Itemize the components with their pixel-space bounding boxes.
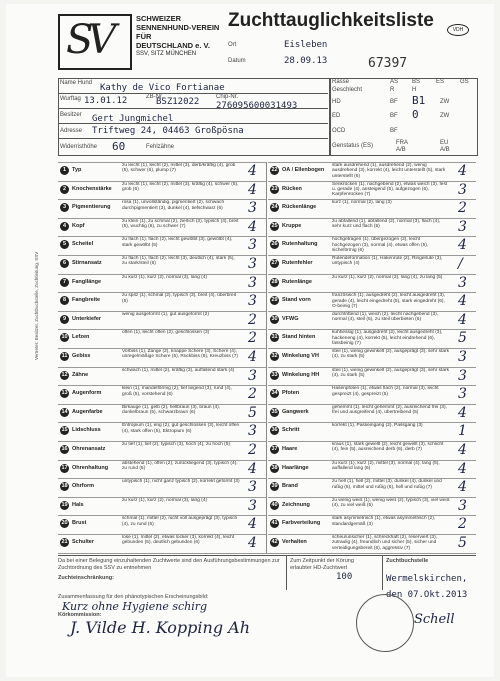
row-value: 3 (458, 497, 467, 514)
row-options: untypisch (1), nicht ganz typisch (2), korrekt geformt (3) (122, 479, 240, 485)
divider (58, 93, 328, 94)
row-label: Rutenlänge (282, 278, 312, 285)
besitzer-value: Gert Jungmichel (92, 114, 174, 124)
row-number: 10 (61, 334, 68, 341)
row-value: 4 (458, 293, 467, 310)
row-number: 39 (271, 483, 278, 490)
ed-bf: BF (390, 113, 398, 119)
genstatus-fra: FRA (396, 140, 408, 146)
row-options: steil (1), wenig gewinkelt (2), ausgeprägt (3), sehr stark (4), zu stark (5) (332, 367, 450, 378)
row-label: Winkelung VH (282, 353, 319, 359)
row-value: 3 (248, 256, 257, 272)
fehlzahne-label: Fehlzähne (146, 144, 175, 150)
row-options: gehemmt (1), leicht gehemmt (2), ausreichend frei (3), frei und ausgreifend (4), übertreibend (5) (332, 404, 447, 416)
row-label: Stirnansatz (72, 260, 102, 266)
row-options: rosa (1), unvollständig, pigmentiert (2), schwach durchpigmentiert (3), dunkel (4), tiefschwarz (6) (122, 200, 225, 211)
row-options: zu flach (1), flach (2), leicht gewölbt (3), gewölbt (4), stark gewölbt (5) (122, 237, 233, 248)
ort-label: Ort (228, 42, 237, 48)
club-name: SCHWEIZER SENNENHUND-VEREIN FÜR DEUTSCHLAND e. V. SSV, SITZ MÜNCHEN (136, 14, 220, 57)
zuchtbuch-place: Wermelskirchen, (386, 574, 468, 584)
row-value: 2 (248, 386, 257, 403)
rasse-as: AS (390, 79, 399, 85)
row-options: korrekt (1), Passeingang (2), Passgang (3) (332, 423, 423, 429)
row-value: 3 (248, 293, 257, 310)
row-options: stark asymmetrisch (1), etwas asymmetrisch (2), standardgemäß (3) (332, 516, 436, 527)
row-label: Stand hinten (282, 334, 316, 341)
row-value: 3 (458, 274, 467, 291)
row-number: 33 (271, 371, 278, 378)
row-number: 3 (60, 203, 69, 212)
row-number: 17 (61, 464, 68, 471)
footer-divider (382, 555, 383, 590)
hd-zw-value: 100 (336, 572, 353, 582)
row-number: 42 (271, 539, 278, 545)
row-value: 3 (248, 274, 257, 291)
row-number: 7 (60, 278, 69, 287)
zw-label: ZW (440, 99, 450, 105)
row-label: Unterkiefer (72, 315, 102, 322)
row-number: 18 (61, 483, 68, 490)
row-value: 5 (248, 404, 257, 421)
row-label: Typ (72, 167, 82, 173)
row-number: 23 (271, 185, 278, 192)
geschlecht-label: Geschlecht (332, 87, 363, 93)
row-label: Augenform (72, 390, 102, 397)
row-options: scheu/unsicher (1), schreckhaft (2), reserviert (3), zutraulig (4), freundlich und sicher (5), sicher und verteidigungsbereit (6), aggressiv (7) (332, 535, 438, 551)
hd-label: HD (332, 99, 341, 105)
club-logo: SV (58, 14, 132, 70)
row-value: 4 (458, 311, 467, 328)
official-stamp (356, 594, 414, 652)
row-options: Senkrücken (1), nachgebend (2), etwas weich (3), fest u. gerade (4), ansteigend (5), aufgezogen (6), Karpfenrücken (7) (332, 181, 448, 198)
summary-handwriting: Kurz ohne Hygiene schirg (62, 600, 208, 613)
row-value: 4 (248, 163, 257, 179)
row-label: Haare (282, 446, 298, 452)
row-label: Scheitel (72, 241, 94, 248)
zucht-label: Zuchteinschränkung: (58, 575, 114, 581)
row-options: zu tief (1), tief (2), typisch (3), hoch (4), zu hoch (5) (122, 442, 230, 447)
summary-label: Zusammenfassung für den phänotypischen Erscheinungsbild: (58, 594, 209, 600)
row-number: 2 (60, 185, 69, 194)
page-title: Zuchttauglichkeitsliste (228, 10, 434, 31)
row-options: Birkauge (1), gelb (2), hellbraun (3), braun (4), dunkelbraun (5), schwarzbraun (6) (122, 404, 221, 416)
row-label: Ohrform (72, 483, 94, 490)
row-label: Ohrenhaltung (72, 464, 109, 471)
row-options: zu wenig weiß (1), wenig weiß (2), typisch (3), viel weiß (4), zu viel weiß (5) (332, 497, 450, 509)
chip-value: 276095600031493 (216, 101, 298, 111)
row-number: 24 (271, 204, 278, 211)
rasse-bs: BS (412, 79, 421, 85)
row-value: 4 (458, 404, 467, 421)
row-value: 3 (458, 367, 467, 384)
row-value: 3 (248, 479, 257, 496)
row-value: 4 (458, 237, 467, 254)
row-number: 31 (271, 334, 278, 341)
row-options: wenig ausgeformt (1), gut ausgeformt (2) (122, 311, 209, 317)
row-options: kuhhessig (1), ausgedreht (2), leicht ausgedreht (3), hackeneng (4), korrekt (5), leicht eindrehend (6), fassbeinig (7) (332, 330, 443, 347)
row-value: 4 (458, 163, 467, 179)
row-label: Knochenstärke (72, 185, 112, 192)
ort-value: Eisleben (284, 40, 328, 50)
row-options: zu hell (1), hell (2), mittel (3), dunkel (4), dunkel und rußig (5), mittel und rußig (6), hell und rußig (7) (332, 479, 442, 490)
row-number: 35 (271, 408, 278, 415)
row-options: steil (1), wenig gewinkelt (2), ausgeprägt (3), sehr stark (4), zu stark (5) (332, 349, 450, 360)
row-number: 9 (60, 315, 69, 324)
row-options: offen (1), leicht offen (2), geschlossen (3) (122, 330, 210, 336)
row-value: 2 (248, 330, 257, 347)
row-label: Verhalten (282, 539, 307, 545)
row-number: 19 (61, 501, 68, 508)
row-value: 4 (248, 460, 257, 477)
row-options: Entropium (1), eng (2), gut geschlossen (3), leicht offen (4), stark offen (5), Ektropium (6) (122, 423, 240, 434)
row-options: zu leicht (1), leicht (2), mittel (3), kräftig (4), schwer (5), grob (6) (122, 181, 239, 192)
row-value: 4 (458, 460, 467, 477)
row-number: 28 (271, 278, 278, 285)
row-label: Haarlänge (282, 464, 309, 471)
ed-value: 0 (412, 108, 419, 121)
row-options: zu flach (1), flach (2), leicht (3), deutlich (4), stark (5), zu stark/steil (6) (122, 256, 235, 267)
row-options: zu kurz (1), kurz (2), normal (3), lang (4) (122, 274, 208, 280)
row-options: durchtrittend (1), weich (2), leicht nachgebend (3), normal (4), steil (5), zu steil überbieten (6) (332, 311, 439, 323)
row-label: Rutenfehler (282, 260, 313, 266)
row-number: 21 (61, 539, 68, 545)
row-options: zu leicht (1), leicht (2), mittel (3), derb/kräftig (4), grob (5), schwer (6), plump (7) (122, 163, 236, 174)
row-options: kurz (1), normal (2), lang (3) (332, 200, 392, 206)
row-label: Brust (72, 520, 87, 527)
row-label: Brand (282, 483, 298, 490)
row-value: 3 (248, 367, 257, 384)
row-options: klein (1), mandelförmig (2), tief liegend (3), rund (4), groß (5), vorstehend (6) (122, 386, 232, 397)
row-number: 36 (271, 427, 278, 434)
row-options: Hasenpfoten (1), etwas flach (2), normal (3), leicht gespreizt (4), gespreizt (5) (332, 386, 439, 397)
genstatus-ab2: A/B (440, 147, 450, 153)
zuchtbuch-label: Zuchtbuchstelle (386, 558, 429, 564)
row-value: 2 (248, 311, 257, 328)
divider (58, 123, 328, 124)
row-number: 40 (271, 501, 278, 508)
row-label: Kopf (72, 222, 85, 229)
row-value: 3 (248, 237, 257, 254)
row-options: stark ausdrehend (1), ausdrehend (2), wenig ausdrehend (3), korrekt (4), leicht unterstellt (5), stark unterstellt (6) (332, 163, 446, 179)
row-label: Augenfarbe (72, 408, 103, 415)
korm-label: Körkommission: (58, 612, 102, 618)
ocd-label: OCD (332, 128, 346, 134)
row-value: 3 (248, 497, 257, 514)
row-value: 5 (458, 535, 467, 551)
row-options: Vorbiss (1), Zange (2), knappe Schere (3), Schere (4), unregelmäßige Schere (5), Rückbiss (6), Kreuzbiss (7) (122, 349, 238, 360)
row-number: 16 (61, 446, 68, 452)
row-options: zu kurz (1), kurz (2), normal (3), lang (4) (122, 497, 208, 503)
rasse-es: ES (436, 79, 445, 85)
document-number: 67397 (368, 56, 408, 71)
row-label: Gebiss (72, 353, 91, 359)
side-text: Vertreter: Besitzer, Zuchtbuchstelle, Zuchtleitung, SSV (34, 251, 39, 360)
row-options: kraus (1), stark gewellt (2), leicht gewellt (3), schlicht (4), fein (5), ausreichend derb (6), derb (7) (332, 442, 444, 453)
zuchtbuch-date: den 07.Okt.2013 (386, 590, 468, 600)
row-label: Rutenhaltung (282, 241, 318, 248)
vdh-logo: VDH (447, 24, 469, 36)
row-value: 3 (458, 349, 467, 365)
row-number: 4 (60, 222, 69, 231)
row-number: 34 (271, 390, 278, 397)
row-number: 32 (271, 353, 278, 359)
rasse-gs: GS (460, 79, 469, 85)
row-number: 5 (60, 240, 69, 249)
rasse-label: Rasse (332, 79, 350, 85)
row-label: Winkelung HH (282, 371, 320, 378)
name-value: Kathy de Vico Fortianae (100, 83, 225, 93)
row-number: 8 (60, 296, 69, 305)
row-number: 20 (61, 520, 68, 527)
row-number: 27 (271, 260, 278, 266)
row-number: 15 (61, 427, 68, 434)
footer-note: Da bei einer Belegung einzuhaltenden Zuchtwerte sind den Ausführungsbestimmungen zur Zuchtordnung des SSV zu entnehmen (58, 558, 280, 571)
row-number: 22 (271, 167, 278, 173)
row-options: französisch (1), ausgedreht (2), leicht ausgedreht (3), gerade (4), leicht eingedreht (5), stark eingedreht (6), O-beinig (7) (332, 293, 446, 309)
row-value: 4 (248, 535, 257, 551)
ocd-bf: BF (390, 128, 398, 134)
row-label: VFWG (282, 315, 299, 322)
row-label: Zeichnung (282, 501, 310, 508)
zb-label: ZB-Nr. (146, 94, 164, 100)
row-label: Fangbreite (72, 297, 101, 304)
row-value: 1 (458, 423, 467, 440)
row-value: 4 (248, 516, 257, 533)
row-label: Gangwerk (282, 408, 309, 415)
hd-value: B1 (412, 94, 426, 107)
row-options: Rutendeformation (1), Hakenrute (2), Ringelrute (3), untypisch (4) (332, 256, 443, 267)
geschlecht-h: H (412, 87, 417, 93)
row-number: 29 (271, 297, 278, 304)
row-value: 4 (248, 181, 257, 198)
divider (58, 138, 328, 139)
row-value: 3 (458, 181, 467, 198)
row-label: Rückenlänge (282, 204, 317, 211)
row-options: schmal (1), mittel (2), nicht voll ausgeprägt (3), typisch (4), zu rund (5) (122, 516, 238, 527)
row-label: Ohrenansatz (72, 446, 106, 452)
stamp-signature: Schell (414, 612, 455, 627)
row-options: zu spitz (1), schmal (2), typisch (3), breit (4), überbreit (5) (122, 293, 237, 304)
wurftag-value: 13.01.12 (84, 96, 128, 106)
row-number: 38 (271, 464, 278, 471)
row-label: Farbverteilung (282, 520, 321, 527)
row-label: OA / Ellenbogen (282, 167, 325, 173)
row-options: zu klein (1), zu schmal (2), zierlich (3), typisch (4), breit (5), wuchtig (6), zu schwer (7) (122, 218, 239, 230)
row-options: zu kurz (1), kurz (2), mittel (3), normal (4), lang (5), auffallend lang (6) (332, 460, 440, 471)
hd-zw-label: Zum Zeitpunkt der Körung erlaubter HD-Zuchtwert (290, 558, 354, 571)
genstatus-ab: A/B (396, 147, 406, 153)
row-number: 30 (271, 315, 278, 322)
row-label: Hals (72, 501, 84, 508)
row-value: 3 (458, 386, 467, 403)
widerrist-label: Widerristhöhe (60, 144, 98, 150)
row-options: lose (1), mittel (2), etwas locker (3), korrekt (4), leicht gebunden (5), deutlich gebunden (6) (122, 535, 235, 546)
zb-value: BSZ12022 (156, 97, 200, 107)
row-label: Schritt (282, 427, 300, 434)
row-options: hochgetragen (1), übergezogen (2), leicht hochgezogen (3), normal (4), etwas offen (5), sicheförmig (6) (332, 237, 429, 254)
row-label: Fangllänge (72, 278, 102, 285)
row-options: zu abfallend (1), abfallend (2), normal (3), flach (4), sehr kurz und flach (5) (332, 218, 441, 230)
row-label: Kruppe (282, 222, 302, 229)
row-label: Rücken (282, 185, 302, 192)
footer-divider (286, 555, 287, 590)
row-number: 41 (271, 520, 278, 527)
row-label: Lefzen (72, 334, 90, 341)
row-value: / (458, 256, 463, 272)
commission-signature: J. Vilde H. Kopping Ah (70, 618, 251, 637)
row-value: 4 (458, 479, 467, 496)
genstatus-eu: EU (440, 140, 449, 146)
row-value: 3 (248, 200, 257, 217)
row-number: 12 (61, 371, 68, 378)
row-value: 2 (248, 442, 257, 458)
row-options: zu kurz (1), kurz (2), normal (3), lang (4), zu lang (5) (332, 274, 443, 280)
footer-divider (58, 555, 476, 556)
row-number: 14 (61, 408, 68, 415)
row-number: 13 (61, 390, 68, 397)
row-value: 5 (458, 330, 467, 347)
name-label: Name Hund (60, 80, 93, 86)
wurftag-label: Wurftag (60, 96, 81, 102)
adresse-value: Triftweg 24, 04463 Großpösna (92, 126, 244, 136)
row-number: 26 (271, 241, 278, 248)
row-options: abstehend (1), offen (2), zurückliegend (3), typisch (4), zu rund (5) (122, 460, 238, 471)
geschlecht-r: R (390, 87, 395, 93)
ed-label: ED (332, 113, 341, 119)
dog-info-box (58, 78, 330, 156)
widerrist-value: 60 (112, 140, 126, 153)
row-value: 4 (248, 218, 257, 235)
besitzer-label: Besitzer (60, 112, 82, 118)
row-label: Pigmentierung (72, 204, 111, 211)
datum-label: Datum (228, 58, 246, 64)
row-number: 25 (271, 222, 278, 229)
grid-row-end (58, 553, 476, 554)
row-label: Lidschluss (72, 427, 101, 434)
row-label: Stand vorn (282, 297, 311, 304)
row-value: 2 (458, 200, 467, 217)
row-number: 6 (60, 259, 69, 268)
divider (58, 108, 328, 109)
row-number: 11 (61, 353, 68, 359)
row-value: 3 (248, 423, 257, 440)
row-value: 4 (458, 442, 467, 458)
row-value: 4 (248, 349, 257, 365)
genstatus-label: Genstatus (ES) (332, 143, 374, 149)
row-value: 3 (458, 218, 467, 235)
adresse-label: Adresse (60, 128, 83, 134)
row-options: schwach (1), mittel (2), kräftig (3), auffallend stark (4) (122, 367, 235, 373)
datum-value: 28.09.13 (284, 56, 328, 66)
row-label: Zähne (72, 371, 89, 378)
row-label: Schulter (72, 539, 95, 545)
ed-zw-label: ZW (440, 113, 450, 119)
hd-bf: BF (390, 99, 398, 105)
row-label: Pfoten (282, 390, 300, 397)
row-value: 2 (458, 516, 467, 533)
row-number: 37 (271, 446, 278, 452)
column-divider (266, 162, 267, 553)
chip-label: Chip-Nr. (216, 94, 239, 100)
row-number: 1 (60, 166, 69, 175)
